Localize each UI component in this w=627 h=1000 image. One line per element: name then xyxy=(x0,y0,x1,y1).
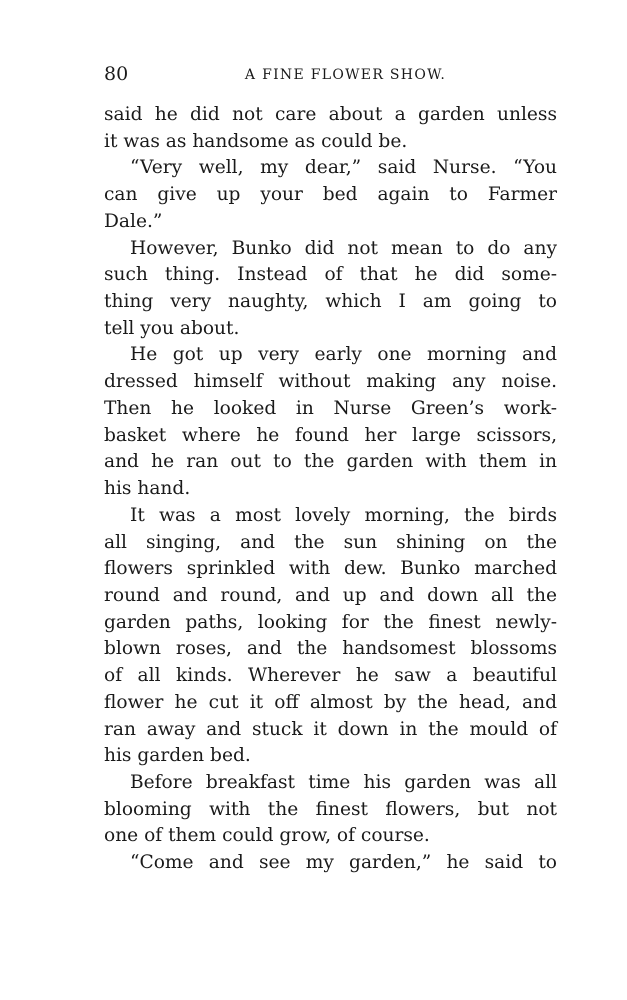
text-line: He got up very early one morning and xyxy=(130,344,557,366)
paragraph xyxy=(104,850,557,877)
text-line: blown roses, and the handsomest blossoms xyxy=(104,638,557,660)
text-line: thing very naughty, which I am going to xyxy=(104,291,557,313)
text-line: Before breakfast time his garden was all xyxy=(130,771,557,793)
text-line: Dale.” xyxy=(104,210,163,232)
paragraph xyxy=(104,503,557,770)
text-line: garden paths, looking for the finest newly- xyxy=(104,611,557,633)
text-line: “Very well, my dear,” said Nurse. “You xyxy=(130,157,557,179)
text-line: his hand. xyxy=(104,478,191,500)
text-line: his garden bed. xyxy=(104,745,251,767)
running-head xyxy=(104,62,557,86)
paragraph xyxy=(104,155,557,235)
text-line: of all kinds. Wherever he saw a beautiful xyxy=(104,665,557,687)
page-number: 80 xyxy=(104,63,129,85)
text-line: and he ran out to the garden with them in xyxy=(104,451,557,473)
text-line: basket where he found her large scissors, xyxy=(104,424,557,446)
text-line: one of them could grow, of course. xyxy=(104,825,430,847)
text-line: flowers sprinkled with dew. Bunko marched xyxy=(104,558,557,580)
text-line: tell you about. xyxy=(104,317,240,339)
paragraph xyxy=(104,236,557,343)
text-line: Then he looked in Nurse Green’s work- xyxy=(104,397,557,419)
text-line: However, Bunko did not mean to do any xyxy=(130,237,557,259)
text-line: flower he cut it off almost by the head, and xyxy=(104,691,557,713)
text-line: all singing, and the sun shining on the xyxy=(104,531,557,553)
text-line: dressed himself without making any noise. xyxy=(104,371,557,393)
paragraph xyxy=(104,342,557,502)
body-text xyxy=(104,102,557,877)
text-line: such thing. Instead of that he did some- xyxy=(104,264,557,286)
running-title: A FINE FLOWER SHOW. xyxy=(244,67,447,83)
text-line: can give up your bed again to Farmer xyxy=(104,184,557,206)
text-line: ran away and stuck it down in the mould of xyxy=(104,718,557,740)
paragraph xyxy=(104,770,557,850)
text-line: round and round, and up and down all the xyxy=(104,584,557,606)
text-line: It was a most lovely morning, the birds xyxy=(130,504,557,526)
paragraph xyxy=(104,102,557,155)
text-line: “Come and see my garden,” he said to xyxy=(130,852,557,874)
text-line: it was as handsome as could be. xyxy=(104,130,408,152)
text-line: blooming with the finest flowers, but not xyxy=(104,798,557,820)
text-line: said he did not care about a garden unless xyxy=(104,104,557,125)
